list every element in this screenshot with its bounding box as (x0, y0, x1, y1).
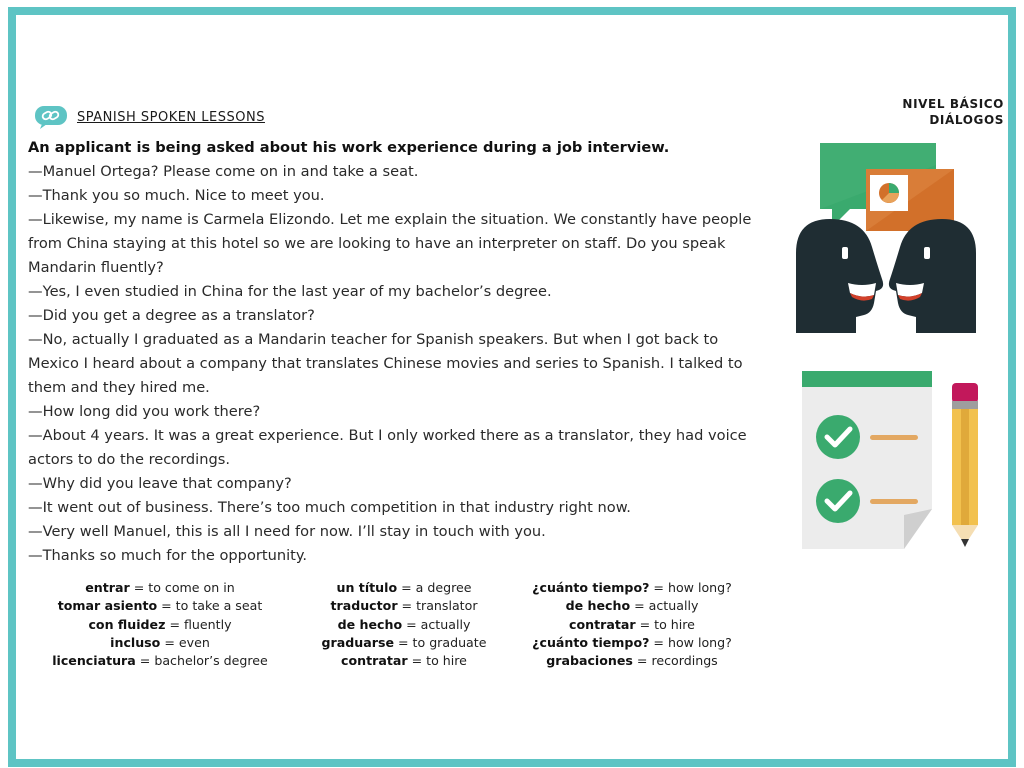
vocab-term: licenciatura (52, 653, 136, 669)
vocab-term: tomar asiento (57, 598, 158, 614)
dialogue-intro: An applicant is being asked about his work experience during a job interview. (28, 139, 670, 156)
brand-header (34, 105, 265, 129)
vocab-term: contratar (341, 653, 408, 669)
vocab-term: entrar (85, 580, 130, 595)
vocab-item (40, 597, 280, 615)
vocab-meaning: = actually (402, 616, 471, 632)
vocab-term: ¿cuánto tiempo? (532, 634, 650, 650)
vocab-item (512, 616, 752, 634)
vocab-term: de hecho (565, 598, 631, 614)
vocab-meaning: = how long? (649, 634, 732, 650)
vocab-meaning: = to graduate (393, 634, 487, 650)
vocab-meaning: = actually (630, 598, 699, 614)
vocab-column-2 (284, 579, 524, 670)
vocab-meaning: = to take a seat (157, 598, 263, 614)
vocab-meaning: = recordings (632, 653, 718, 669)
vocab-item (284, 597, 524, 615)
vocab-item (284, 634, 524, 652)
vocab-meaning: = translator (397, 598, 478, 614)
checklist-pencil-illustration (796, 361, 996, 553)
dialogue-text (28, 136, 758, 568)
vocab-column-3 (512, 579, 752, 670)
dialogue-line: —Thank you so much. Nice to meet you. (28, 187, 325, 204)
page-frame (8, 7, 1016, 767)
brand-title: SPANISH SPOKEN LESSONS (77, 109, 265, 125)
dialogue-line: —Why did you leave that company? (28, 475, 292, 492)
dialogue-line: —About 4 years. It was a great experience. But I only worked there as a translator, they had voice actors to do the recordings. (28, 427, 747, 468)
vocab-meaning: = bachelor’s degree (135, 653, 268, 669)
vocab-meaning: = to hire (635, 616, 695, 632)
dialogue-line: —It went out of business. There’s too much competition in that industry right now. (28, 499, 631, 516)
vocab-term: traductor (330, 598, 398, 614)
level-line-2: DIÁLOGOS (929, 113, 1004, 127)
vocab-item (40, 652, 280, 670)
level-line-1: NIVEL BÁSICO (902, 97, 1004, 111)
vocab-meaning: = how long? (649, 580, 732, 595)
vocab-meaning: = to come on in (129, 580, 235, 595)
vocab-item (40, 616, 280, 634)
vocab-term: incluso (110, 634, 161, 650)
vocab-meaning: = to hire (407, 653, 467, 669)
vocab-term: de hecho (337, 616, 403, 632)
vocab-term: grabaciones (546, 653, 633, 669)
vocab-meaning: = fluently (165, 616, 232, 632)
dialogue-line: —Likewise, my name is Carmela Elizondo. Let me explain the situation. We constantly have people from China staying at this hotel so we are looking to have an interpreter on staff. Do you speak Mandarin fluently? (28, 211, 752, 276)
vocab-meaning: = even (160, 634, 210, 650)
vocab-meaning: = a degree (397, 580, 472, 595)
vocab-column-1 (40, 579, 280, 670)
vocab-item (40, 634, 280, 652)
vocab-term: con fluidez (88, 616, 166, 632)
dialogue-line: —Very well Manuel, this is all I need for now. I’ll stay in touch with you. (28, 523, 546, 540)
two-people-talking-illustration (786, 143, 986, 335)
dialogue-line: —How long did you work there? (28, 403, 261, 420)
vocab-term: ¿cuánto tiempo? (532, 580, 650, 595)
vocab-term: un título (336, 580, 398, 595)
vocab-item (512, 652, 752, 670)
dialogue-line: —Manuel Ortega? Please come on in and take a seat. (28, 163, 419, 180)
dialogue-line: —Yes, I even studied in China for the last year of my bachelor’s degree. (28, 283, 552, 300)
link-chat-logo-icon (34, 105, 68, 129)
vocab-item (284, 579, 524, 597)
vocab-item (512, 579, 752, 597)
dialogue-line: —Thanks so much for the opportunity. (28, 547, 308, 564)
vocab-term: contratar (569, 616, 636, 632)
vocab-item (284, 652, 524, 670)
level-label (902, 96, 1004, 128)
dialogue-line: —No, actually I graduated as a Mandarin teacher for Spanish speakers. But when I got back to Mexico I heard about a company that translates Chinese movies and series to Spanish. I talked to them and they hired me. (28, 331, 743, 396)
vocab-item (40, 579, 280, 597)
vocab-item (284, 616, 524, 634)
vocab-item (512, 634, 752, 652)
dialogue-line: —Did you get a degree as a translator? (28, 307, 315, 324)
vocab-term: graduarse (321, 634, 394, 650)
vocab-item (512, 597, 752, 615)
